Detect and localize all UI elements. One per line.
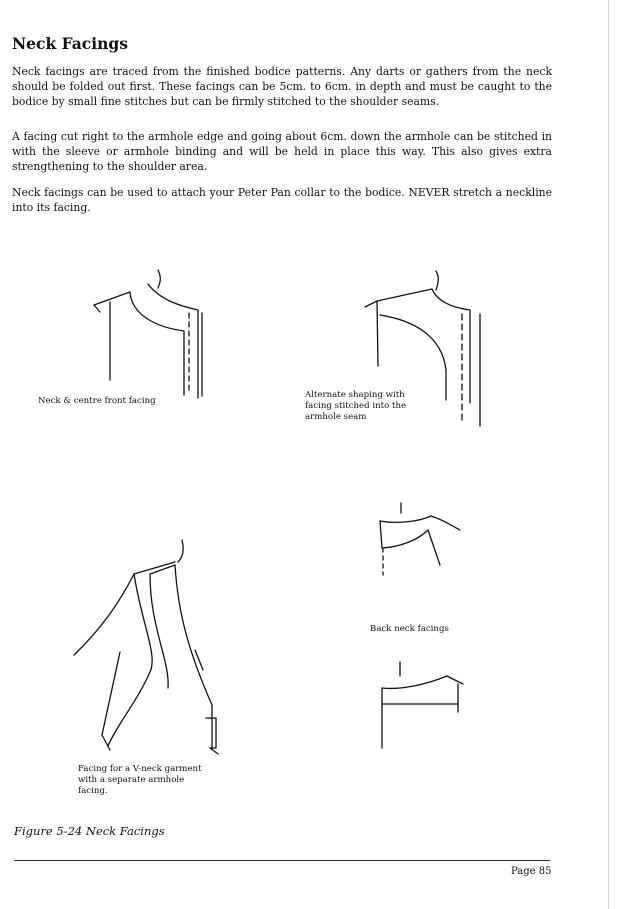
footer-rule [14,860,550,861]
page-number: Page 85 [511,866,552,877]
page-title: Neck Facings [12,34,128,53]
paragraph-2: A facing cut right to the armhole edge and going about 6cm. down the armhole can be stitched in with the sleeve or armhole binding and will be held in place this way. This also gives extra strengthening to the shoulder area. [12,130,552,173]
figure-label: Figure 5-24 Neck Facings [14,824,165,838]
caption-back-neck: Back neck facings [370,624,449,634]
paragraph-1: Neck facings are traced from the finished bodice patterns. Any darts or gathers from the neck should be folded out first. These facings can be 5cm. to 6cm. in depth and must be caught to the bodice by small fine stitches but can be firmly stitched to the shoulder seams. [12,65,552,108]
back-neck-facing-bottom-drawing [382,662,463,748]
caption-v-neck: Facing for a V-neck garment with a separate armhole facing. [78,764,202,796]
paragraph-3: Neck facings can be used to attach your Peter Pan collar to the bodice. NEVER stretch a neckline into its facing. [12,186,552,214]
v-neck-facing-drawing [74,540,218,754]
caption-neck-centre-front: Neck & centre front facing [38,396,156,406]
back-neck-facing-top-drawing [380,503,460,575]
caption-alternate-shaping: Alternate shaping with facing stitched into the armhole seam [305,390,407,422]
neck-centre-front-facing-drawing [94,270,202,398]
